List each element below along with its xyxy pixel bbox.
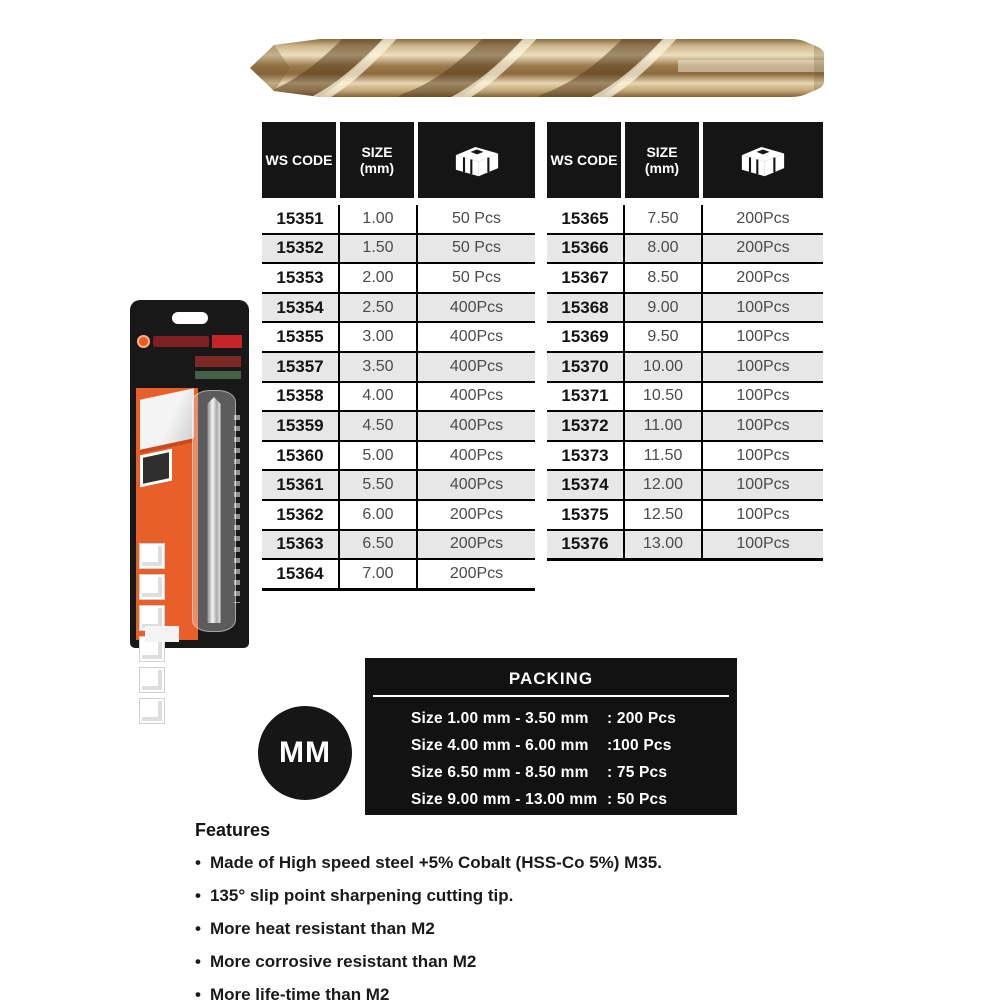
size-cell: 13.00 [623, 531, 701, 559]
qty-cell: 100Pcs [701, 294, 823, 322]
table-row [547, 264, 823, 294]
table-row [547, 501, 823, 531]
ws-code-cell: 15355 [276, 327, 324, 347]
feature-text: 135° slip point sharpening cutting tip. [209, 886, 514, 905]
feature-item [195, 919, 795, 939]
size-cell: 9.00 [623, 294, 701, 322]
vertical-side-text [234, 415, 240, 603]
table-body [547, 205, 823, 561]
table-row [547, 383, 823, 413]
qty-cell: 50 Pcs [416, 205, 535, 233]
ws-code-cell: 15353 [276, 267, 324, 287]
size-header [625, 122, 699, 198]
ws-code-header [262, 122, 336, 198]
ws-code-cell: 15354 [276, 297, 324, 317]
size-header-label: SIZE [646, 144, 678, 160]
table-row [262, 205, 535, 235]
table-row [547, 442, 823, 472]
size-unit-label: (mm) [644, 160, 680, 176]
usage-icon [139, 543, 165, 569]
size-cell: 12.00 [623, 471, 701, 499]
table-row [262, 560, 535, 591]
spec-table-right [547, 122, 823, 561]
feature-text: More corrosive resistant than M2 [209, 952, 477, 971]
ws-code-cell: 15370 [561, 356, 609, 376]
ws-code-cell: 15364 [276, 563, 324, 583]
size-range: Size 1.00 mm - 3.50 mm [411, 709, 589, 727]
table-row [547, 294, 823, 324]
size-cell: 7.00 [338, 560, 416, 588]
ws-code-header [547, 122, 621, 198]
size-cell: 10.00 [623, 353, 701, 381]
packing-row [411, 705, 725, 732]
size-range: Size 6.50 mm - 8.50 mm [411, 763, 589, 781]
qty-cell: 200Pcs [701, 235, 823, 263]
ws-code-cell: 15375 [561, 504, 609, 524]
usage-icon [139, 667, 165, 693]
qty-cell: 100Pcs [701, 412, 823, 440]
usage-icon [139, 574, 165, 600]
size-cell: 8.00 [623, 235, 701, 263]
table-row [547, 205, 823, 235]
qty-header [418, 122, 535, 198]
size-cell: 7.50 [623, 205, 701, 233]
size-cell: 10.50 [623, 383, 701, 411]
packaged-drill-bit [208, 397, 221, 623]
table-row [262, 323, 535, 353]
qty-cell: 400Pcs [416, 471, 535, 499]
size-cell: 3.50 [338, 353, 416, 381]
qty-cell: 100Pcs [701, 353, 823, 381]
ws-code-header-label: WS CODE [265, 152, 333, 168]
size-cell: 11.50 [623, 442, 701, 470]
table-header [547, 122, 823, 198]
table-row [262, 471, 535, 501]
packing-row [411, 786, 725, 813]
table-row [262, 294, 535, 324]
table-row [262, 412, 535, 442]
qty-cell: 400Pcs [416, 294, 535, 322]
unit-badge-label: MM [279, 736, 331, 769]
size-cell: 6.50 [338, 531, 416, 559]
features-section [195, 820, 795, 1000]
qty-cell: 400Pcs [416, 353, 535, 381]
label-strip [195, 371, 241, 379]
size-header-label: SIZE [361, 144, 393, 160]
qty-cell: 200Pcs [701, 205, 823, 233]
clear-blister [192, 390, 236, 632]
ws-code-header-label: WS CODE [550, 152, 618, 168]
size-cell: 4.50 [338, 412, 416, 440]
qty-cell: 400Pcs [416, 383, 535, 411]
feature-item [195, 853, 795, 873]
ws-code-cell: 15362 [276, 504, 324, 524]
size-range: Size 9.00 mm - 13.00 mm [411, 790, 598, 808]
ws-code-cell: 15365 [561, 208, 609, 228]
bullet-icon: • [195, 952, 201, 971]
features-list [195, 853, 795, 1000]
size-cell: 5.50 [338, 471, 416, 499]
table-row [262, 442, 535, 472]
size-cell: 2.00 [338, 264, 416, 292]
table-body [262, 205, 535, 591]
qty-cell: 100Pcs [701, 501, 823, 529]
packing-row [411, 759, 725, 786]
blister-pack-photo [130, 300, 249, 648]
ws-code-cell: 15363 [276, 534, 324, 554]
hang-hole [172, 312, 208, 324]
qty-cell: 100Pcs [701, 442, 823, 470]
brand-wordmark [153, 336, 209, 347]
size-range: Size 4.00 mm - 6.00 mm [411, 736, 589, 754]
size-cell: 5.00 [338, 442, 416, 470]
pack-quantity: :100 Pcs [607, 736, 672, 754]
bullet-icon: • [195, 985, 201, 1000]
ws-code-cell: 15372 [561, 415, 609, 435]
bullet-icon: • [195, 886, 201, 905]
table-row [547, 323, 823, 353]
table-row [262, 501, 535, 531]
packing-panel [365, 658, 737, 815]
ws-code-cell: 15376 [561, 534, 609, 554]
spec-table-left [262, 122, 535, 591]
qty-header [703, 122, 823, 198]
table-row [262, 264, 535, 294]
qty-cell: 400Pcs [416, 323, 535, 351]
ws-code-cell: 15361 [276, 475, 324, 495]
table-header [262, 122, 535, 198]
label-strip [195, 356, 241, 367]
carton-box-icon [451, 141, 503, 179]
ws-code-cell: 15351 [276, 208, 324, 228]
table-row [547, 531, 823, 562]
feature-item [195, 985, 795, 1000]
size-unit-label: (mm) [359, 160, 395, 176]
ws-code-cell: 15359 [276, 415, 324, 435]
ws-code-cell: 15366 [561, 238, 609, 258]
ws-code-cell: 15352 [276, 238, 324, 258]
table-row [262, 383, 535, 413]
ws-code-cell: 15368 [561, 297, 609, 317]
ws-code-cell: 15369 [561, 327, 609, 347]
packing-row [411, 732, 725, 759]
qty-cell: 100Pcs [701, 383, 823, 411]
table-row [262, 531, 535, 561]
size-cell: 12.50 [623, 501, 701, 529]
size-cell: 2.50 [338, 294, 416, 322]
ws-code-cell: 15367 [561, 267, 609, 287]
packing-title: PACKING [373, 662, 729, 697]
table-row [547, 412, 823, 442]
orange-panel [136, 388, 198, 640]
brand-logo-icon [137, 335, 150, 348]
size-cell: 1.00 [338, 205, 416, 233]
features-title: Features [195, 820, 271, 840]
bullet-icon: • [195, 853, 201, 872]
qty-cell: 100Pcs [701, 471, 823, 499]
size-cell: 4.00 [338, 383, 416, 411]
qty-cell: 200Pcs [416, 531, 535, 559]
usage-icon [139, 698, 165, 724]
pack-quantity: : 75 Pcs [607, 763, 668, 781]
size-header [340, 122, 414, 198]
drill-bit-image [238, 24, 848, 112]
ws-code-cell: 15360 [276, 445, 324, 465]
brand-tag [212, 335, 242, 348]
size-cell: 8.50 [623, 264, 701, 292]
table-row [547, 471, 823, 501]
size-cell: 6.00 [338, 501, 416, 529]
qty-cell: 100Pcs [701, 323, 823, 351]
qty-cell: 50 Pcs [416, 235, 535, 263]
brand-band [137, 334, 242, 349]
feature-item [195, 952, 795, 972]
carton-box-icon [737, 141, 789, 179]
qty-cell: 200Pcs [701, 264, 823, 292]
bullet-icon: • [195, 919, 201, 938]
size-cell: 9.50 [623, 323, 701, 351]
pack-quantity: : 50 Pcs [607, 790, 668, 808]
ws-code-cell: 15371 [561, 386, 609, 406]
barcode-label [145, 626, 179, 642]
qty-cell: 400Pcs [416, 412, 535, 440]
ws-code-cell: 15373 [561, 445, 609, 465]
qty-cell: 100Pcs [701, 531, 823, 559]
ws-code-cell: 15374 [561, 475, 609, 495]
qty-cell: 400Pcs [416, 442, 535, 470]
unit-badge [258, 706, 352, 800]
qty-cell: 50 Pcs [416, 264, 535, 292]
application-photo [140, 388, 194, 449]
size-cell: 11.00 [623, 412, 701, 440]
table-row [262, 235, 535, 265]
feature-text: Made of High speed steel +5% Cobalt (HSS-Co 5%) M35. [209, 853, 662, 872]
feature-item [195, 886, 795, 906]
feature-text: More life-time than M2 [209, 985, 390, 1000]
packing-rows [365, 697, 737, 813]
table-row [547, 353, 823, 383]
ws-code-cell: 15358 [276, 386, 324, 406]
table-row [547, 235, 823, 265]
qty-cell: 200Pcs [416, 560, 535, 588]
pack-quantity: : 200 Pcs [607, 709, 677, 727]
size-cell: 3.00 [338, 323, 416, 351]
qty-cell: 200Pcs [416, 501, 535, 529]
table-row [262, 353, 535, 383]
size-cell: 1.50 [338, 235, 416, 263]
ws-code-cell: 15357 [276, 356, 324, 376]
feature-text: More heat resistant than M2 [209, 919, 435, 938]
application-photo [140, 449, 172, 488]
